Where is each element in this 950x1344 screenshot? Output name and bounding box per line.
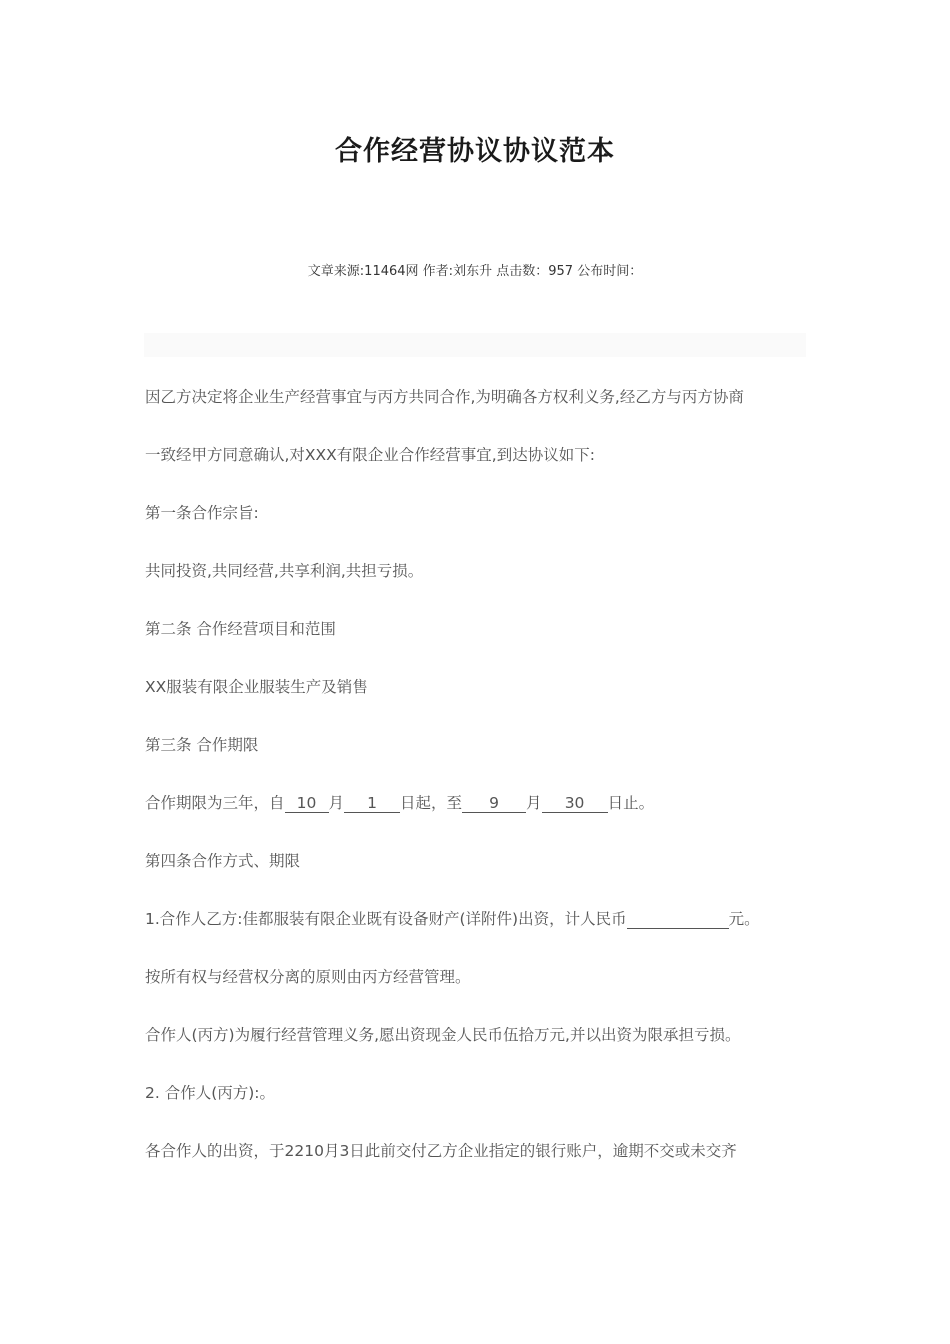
article-3-heading: 第三条 合作期限 — [145, 736, 259, 754]
term-month-text-1: 月 — [328, 794, 345, 812]
paragraph-11: 按所有权与经营权分离的原则由丙方经营管理。 — [145, 968, 471, 986]
end-month-blank: 9 — [462, 794, 526, 813]
term-prefix: 合作期限为三年，自 — [145, 794, 285, 812]
article-1-heading: 第一条合作宗旨: — [145, 504, 259, 522]
source-label: 文章来源: — [307, 264, 365, 279]
paragraph-4: 共同投资,共同经营,共享利润,共担亏损。 — [145, 562, 424, 580]
page-title: 合作经营协议协议范本 — [335, 136, 615, 167]
author-value: 刘东升 — [453, 264, 493, 279]
paragraph-2: 一致经甲方同意确认,对XXX有限企业合作经营事宜,到达协议如下: — [145, 446, 595, 464]
article-meta — [0, 262, 950, 282]
source-value: 11464网 — [364, 264, 419, 279]
paragraph-12: 合作人(丙方)为履行经营管理义务,愿出资现金人民币伍拾万元,并以出资为限承担亏损。 — [145, 1026, 741, 1044]
paragraph-6: XX服装有限企业服装生产及销售 — [145, 678, 368, 696]
clicks-label: 点击数： — [496, 264, 549, 279]
article-4-heading: 第四条合作方式、期限 — [145, 852, 301, 870]
divider-band — [144, 333, 806, 357]
end-day-blank: 30 — [542, 794, 608, 813]
author-label: 作者: — [422, 264, 454, 279]
paragraph-1: 因乙方决定将企业生产经营事宜与丙方共同合作,为明确各方权利义务,经乙方与丙方协商 — [145, 388, 744, 406]
term-end-text: 日止。 — [607, 794, 655, 812]
start-month-blank: 10 — [285, 794, 329, 813]
term-paragraph — [145, 791, 815, 815]
clicks-value: 957 — [548, 264, 574, 279]
partner-b-paragraph — [145, 907, 815, 931]
term-mid-text: 日起，至 — [400, 794, 463, 812]
amount-blank — [627, 910, 729, 929]
start-day-blank: 1 — [344, 794, 400, 813]
publish-time-label: 公布时间： — [577, 264, 643, 279]
partner-b-suffix: 元。 — [728, 910, 760, 928]
term-month-text-2: 月 — [526, 794, 542, 812]
paragraph-14: 各合作人的出资，于2210月3日此前交付乙方企业指定的银行账户，逾期不交或未交齐 — [145, 1142, 737, 1160]
paragraph-13: 2. 合作人(丙方):。 — [145, 1084, 276, 1102]
article-2-heading: 第二条 合作经营项目和范围 — [145, 620, 336, 638]
partner-b-text: 1.合作人乙方:佳都服装有限企业既有设备财产(详附件)出资，计人民币 — [145, 910, 627, 928]
